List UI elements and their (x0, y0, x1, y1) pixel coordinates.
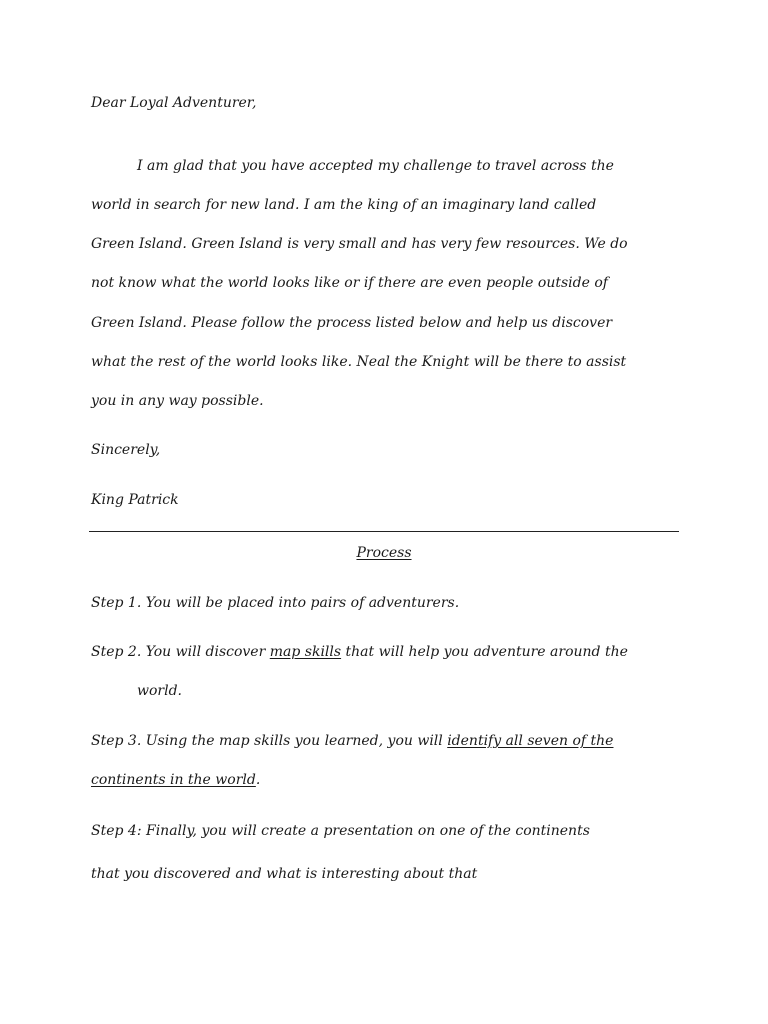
letter-body-line: Green Island. Green Island is very small and has very few resources. We do (91, 236, 628, 252)
process-step-3-continuation (91, 770, 260, 790)
step-2-suffix: that will help you adventure around the (341, 644, 628, 660)
process-step-2 (91, 642, 628, 662)
letter-body-line: I am glad that you have accepted my challenge to travel across the (137, 158, 614, 174)
process-step-1: Step 1. You will be placed into pairs of adventurers. (91, 595, 460, 611)
letter-greeting: Dear Loyal Adventurer, (91, 95, 257, 111)
step-3-continuation-suffix: . (255, 772, 261, 788)
letter-body-line: you in any way possible. (91, 393, 264, 409)
process-step-2-continuation: world. (137, 683, 182, 699)
process-heading: Process (356, 545, 412, 561)
letter-signature: King Patrick (91, 492, 179, 508)
letter-closing: Sincerely, (91, 442, 161, 458)
step-2-prefix: Step 2. You will discover (91, 644, 270, 660)
process-step-3 (91, 731, 613, 751)
step-2-underlined-term: map skills (269, 644, 342, 660)
section-divider (89, 531, 679, 532)
process-step-4-continuation: that you discovered and what is interesting about that (91, 866, 478, 882)
process-step-4: Step 4: Finally, you will create a presentation on one of the continents (91, 823, 590, 839)
step-3-underlined-term: identify all seven of the (447, 733, 614, 749)
step-3-prefix: Step 3. Using the map skills you learned, you will (91, 733, 448, 749)
letter-body-line: not know what the world looks like or if there are even people outside of (91, 275, 608, 291)
letter-body-line: world in search for new land. I am the king of an imaginary land called (91, 197, 597, 213)
letter-body-line: Green Island. Please follow the process listed below and help us discover (91, 315, 613, 331)
letter-body-line: what the rest of the world looks like. Neal the Knight will be there to assist (91, 354, 627, 370)
step-3-continuation-underlined: continents in the world (91, 772, 256, 788)
